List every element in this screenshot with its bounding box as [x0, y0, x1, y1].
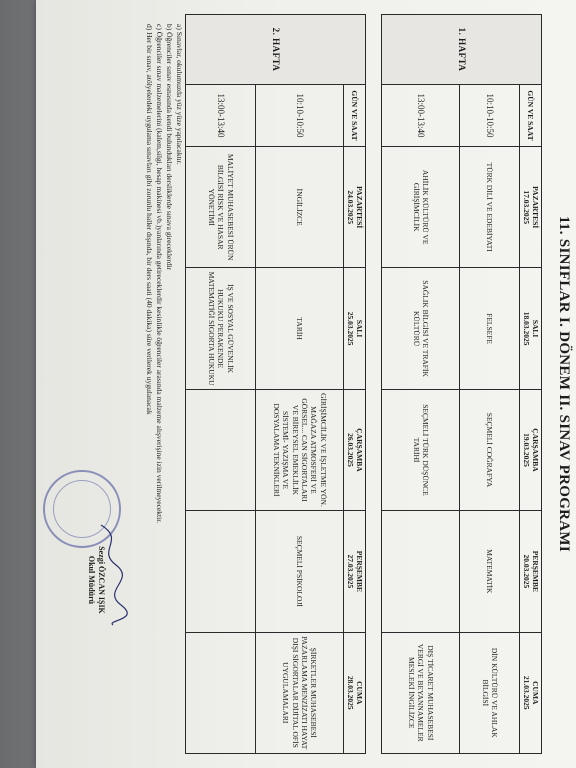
day-header: CUMA 21.03.2025: [520, 632, 542, 753]
day-header: CUMA 28.03.2025: [344, 632, 366, 753]
exam-cell: DIŞ TİCARET MUHASEBESİ VERGİ VE BEYANNAMELER MESLEKİ İNGİLİZCE: [382, 632, 460, 753]
signature-block: [85, 520, 106, 640]
exam-cell: İNGİLİZCE: [256, 147, 344, 268]
exam-notes: [144, 24, 185, 744]
note-line: b) Öğrenciler sınav esnasında kendi bulundukları dersliklerde sınava gireceklerdir: [164, 24, 174, 271]
day-header: ÇARŞAMBA 26.03.2025: [344, 389, 366, 510]
principal-name: Sezgi ÖZCAN IŞIK: [97, 546, 106, 614]
time-slot: 10:10-10:50: [256, 85, 344, 147]
exam-cell: [186, 511, 256, 632]
exam-cell: SAĞLIK BİLGİSİ VE TRAFİK KÜLTÜRÜ: [382, 268, 460, 389]
day-header: ÇARŞAMBA 19.03.2025: [520, 389, 542, 510]
exam-cell: ŞİRKETLER MUHASEBESİ PAZARLAMA MENZİZATI HAYAT DIŞI SİGORTALAR DİJİTAL OFİS UYGULAMALARI: [256, 632, 344, 753]
time-slot: 13:00-13:40: [382, 85, 460, 147]
page-title: 11. SINIFLAR I. DÖNEM II. SINAV PROGRAMI: [556, 215, 572, 553]
exam-cell: [186, 632, 256, 753]
time-slot: 13:00-13:40: [186, 85, 256, 147]
note-line: d) Her bir sınav, atölyelerdeki uygulama sınavları gibi zorunlu haller dışında, bir ders saati (40 dakika) süre verilerek uygulanacak: [144, 24, 154, 415]
exam-cell: [382, 511, 460, 632]
day-time-header: GÜN VE SAAT: [344, 85, 366, 147]
exam-cell: MATEMATİK: [460, 511, 520, 632]
exam-cell: [186, 389, 256, 510]
day-time-header: GÜN VE SAAT: [520, 85, 542, 147]
exam-schedule-sheet: [36, 0, 576, 768]
exam-cell: AHİLİK KÜLTÜRÜ VE GİRİŞİMCİLİK: [382, 147, 460, 268]
exam-cell: DİN KÜLTÜRÜ VE AHLAK BİLGİSİ: [460, 632, 520, 753]
exam-cell: MALİYET MUHASEBESİ ÜRÜN BİLGİSİ RİSK VE HASAR YÖNETİMİ: [186, 147, 256, 268]
day-header: SALI 18.03.2025: [520, 268, 542, 389]
day-header: PERŞEMBE 27.03.2025: [344, 511, 366, 632]
exam-cell: SEÇMELİ TÜRK DÜŞÜNCE TARİHİ: [382, 389, 460, 510]
exam-cell: GİRİŞİMCİLİK VE İŞLETME YÖN. MAĞAZA ATMOSFERİ VE GÖRSEL... CAN SİGORTALARI VE BİREYSEL EMEKLİLİK SİSTEMİ- YAZIŞMA VE DOSYALAMA TEKNİKLERİ: [256, 389, 344, 510]
exam-cell: TARİH: [256, 268, 344, 389]
day-header: PERŞEMBE 20.03.2025: [520, 511, 542, 632]
day-header: PAZARTESİ 24.03.2025: [344, 147, 366, 268]
day-header: PAZARTESİ 17.03.2025: [520, 147, 542, 268]
week-label: 1. HAFTA: [382, 15, 542, 85]
exam-cell: FELSEFE: [460, 268, 520, 389]
week-label: 2. HAFTA: [186, 15, 366, 85]
day-header: SALI 25.03.2025: [344, 268, 366, 389]
time-slot: 10:10-10:50: [460, 85, 520, 147]
week2-table: [185, 14, 366, 754]
note-line: c) Öğrenciler sınav malzemelerini (kalem,silgi, hesap makinesi vb.)yanlarında getireceklerdir kesinlikle öğrenciler arasında malzeme alışverişine izin verilmeyecektir.: [154, 24, 164, 524]
note-line: a) Sınavlar, okulumuzda yüz yüze yapılacaktır.: [175, 24, 184, 165]
exam-cell: SEÇMELİ COĞRAFYA: [460, 389, 520, 510]
exam-cell: TÜRK DİLİ VE EDEBİYATI: [460, 147, 520, 268]
principal-role: Okul Müdürü: [86, 555, 96, 605]
exam-cell: SEÇMELİ PSİKOLOJİ: [256, 511, 344, 632]
week1-table: [381, 14, 542, 754]
exam-cell: İŞ VE SOSYAL GÜVENLİK HUKUKU PERAKENDE MATEMATİĞİ SİGORTA HUKUKU: [186, 268, 256, 389]
